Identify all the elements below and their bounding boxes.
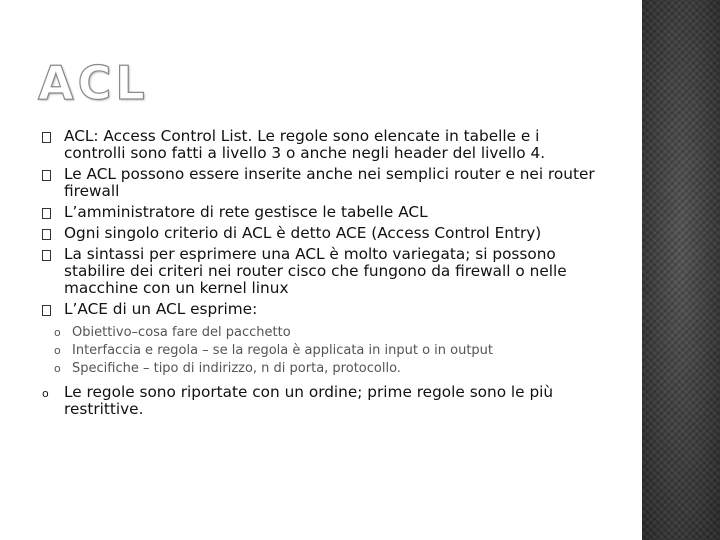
- bullet-item: [42, 204, 602, 221]
- bullet-item: [42, 128, 602, 162]
- slide-title: ACL: [38, 56, 149, 110]
- bullet-text: La sintassi per esprimere una ACL è molto variegata; si possono stabilire dei criteri nei router cisco che fungono da firewall o nelle macchine con un kernel linux: [64, 245, 567, 297]
- circle-bullet-icon: o: [54, 326, 61, 339]
- bullet-text: Le ACL possono essere inserite anche nei semplici router e nei router firewall: [64, 165, 595, 200]
- bullet-text: ACL: Access Control List. Le regole sono elencate in tabelle e i controlli sono fatti a livello 3 o anche negli header del livello 4.: [64, 127, 546, 162]
- square-bullet-icon: [42, 250, 51, 261]
- circle-bullet-icon: o: [54, 362, 61, 375]
- bullet-item: [42, 301, 602, 318]
- bullet-item-last: [42, 384, 602, 418]
- decorative-side-panel: [642, 0, 720, 540]
- sub-bullet-item: [54, 324, 602, 342]
- square-bullet-icon: [42, 208, 51, 219]
- sub-bullet-text: Specifiche – tipo di indirizzo, n di porta, protocollo.: [72, 361, 401, 376]
- bullet-text: Ogni singolo criterio di ACL è detto ACE (Access Control Entry): [64, 224, 542, 242]
- square-bullet-icon: [42, 170, 51, 181]
- bullet-item: [42, 246, 602, 297]
- circle-bullet-icon: o: [54, 344, 61, 357]
- sub-bullet-text: Obiettivo–cosa fare del pacchetto: [72, 325, 291, 340]
- sub-bullet-item: [54, 342, 602, 360]
- square-bullet-icon: [42, 229, 51, 240]
- bullet-text: Le regole sono riportate con un ordine; prime regole sono le più restrittive.: [64, 383, 554, 418]
- bullet-item: [42, 166, 602, 200]
- sub-bullet-list: [54, 324, 602, 378]
- slide-content: [42, 128, 602, 418]
- circle-bullet-icon: o: [42, 387, 49, 400]
- square-bullet-icon: [42, 305, 51, 316]
- square-bullet-icon: [42, 132, 51, 143]
- bullet-text: L’amministratore di rete gestisce le tabelle ACL: [64, 203, 428, 221]
- bullet-item: [42, 225, 602, 242]
- sub-bullet-item: [54, 360, 602, 378]
- bullet-text: L’ACE di un ACL esprime:: [64, 300, 258, 318]
- sub-bullet-text: Interfaccia e regola – se la regola è applicata in input o in output: [72, 343, 494, 358]
